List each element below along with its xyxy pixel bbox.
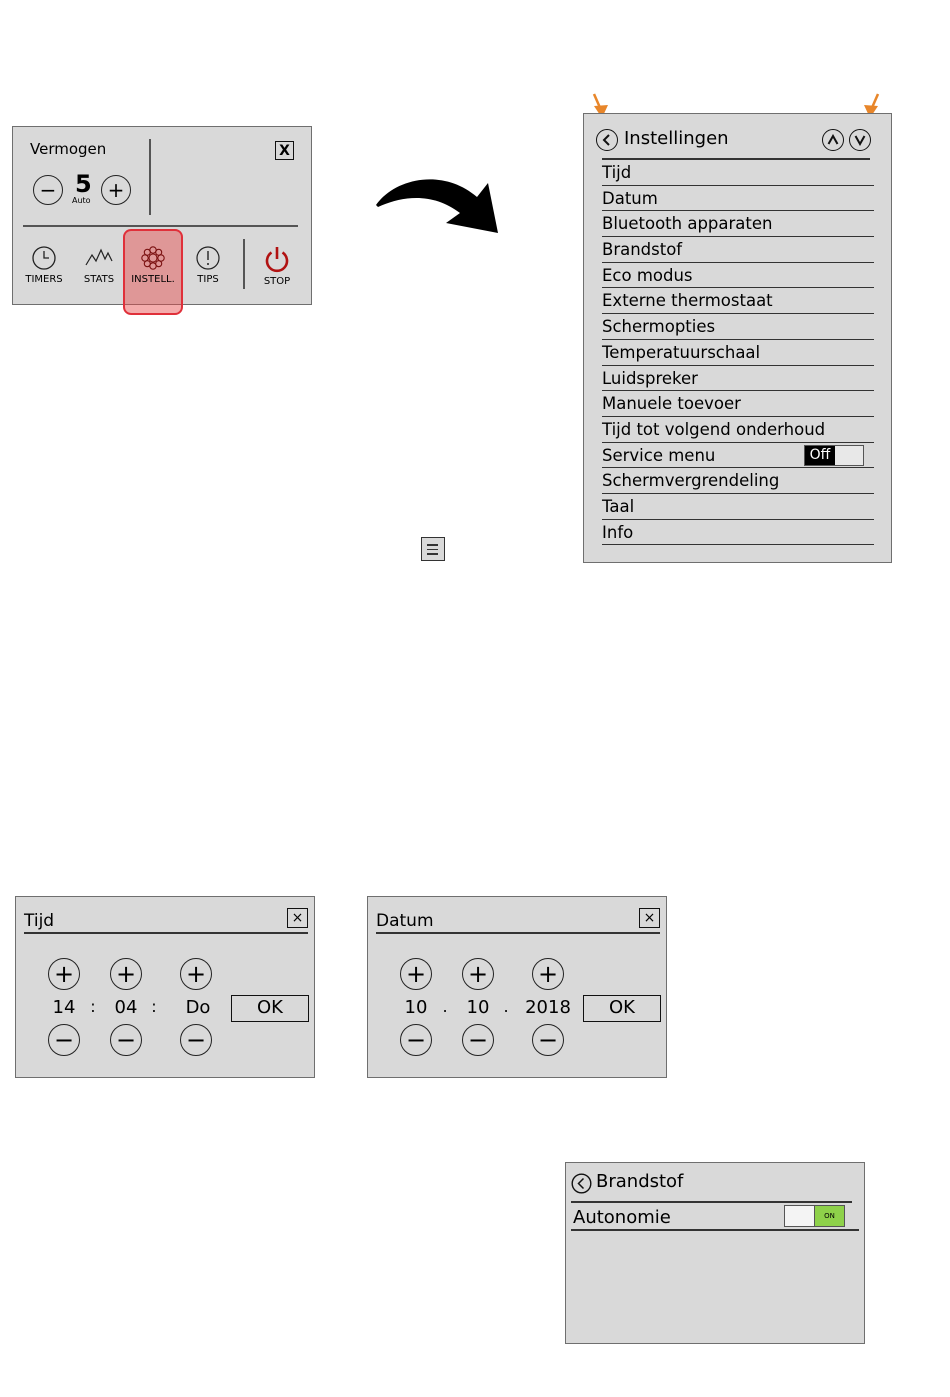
close-button[interactable]: × [639, 908, 660, 928]
menu-item-datum[interactable]: Datum [602, 186, 874, 212]
separator: : [151, 997, 157, 1016]
hour-minus-button[interactable]: − [48, 1024, 80, 1056]
info-icon [195, 245, 221, 271]
minute-value: 04 [114, 997, 138, 1018]
vermogen-panel [12, 126, 312, 305]
settings-list [602, 160, 874, 545]
day-minus-button[interactable]: − [180, 1024, 212, 1056]
menu-item-schermvergrendeling[interactable]: Schermvergrendeling [602, 468, 874, 494]
menu-item-label: Service menu [602, 445, 716, 465]
curved-arrow-icon [372, 165, 502, 240]
divider [571, 1201, 852, 1203]
settings-gear-icon [140, 245, 166, 271]
vermogen-title: Vermogen [30, 140, 107, 158]
menu-item-bluetooth[interactable]: Bluetooth apparaten [602, 211, 874, 237]
close-button[interactable]: × [287, 908, 308, 928]
hour-plus-button[interactable]: + [48, 958, 80, 990]
nav-tips[interactable] [183, 245, 233, 285]
divider [243, 239, 245, 289]
increase-power-button[interactable]: + [101, 175, 131, 205]
month-value: 10 [466, 997, 490, 1018]
chevron-left-icon [601, 134, 613, 146]
power-level: 5 [75, 170, 92, 198]
service-menu-toggle[interactable] [804, 445, 864, 466]
day-minus-button[interactable]: − [400, 1024, 432, 1056]
nav-timers[interactable] [19, 245, 69, 285]
nav-stop-label: STOP [263, 276, 291, 287]
scroll-down-button[interactable] [849, 129, 871, 151]
month-minus-button[interactable]: − [462, 1024, 494, 1056]
separator: . [503, 997, 509, 1016]
menu-item-onderhoud[interactable]: Tijd tot volgend onderhoud [602, 417, 874, 443]
menu-item-brandstof[interactable]: Brandstof [602, 237, 874, 263]
separator: . [442, 997, 448, 1016]
autonomie-toggle[interactable] [784, 1205, 845, 1227]
day-value: 10 [404, 997, 428, 1018]
separator: : [90, 997, 96, 1016]
toggle-state: Off [805, 446, 835, 465]
clock-icon [31, 245, 57, 271]
panel-title: Datum [376, 911, 434, 931]
ok-button[interactable]: OK [231, 995, 309, 1022]
hour-value: 14 [52, 997, 76, 1018]
menu-icon[interactable] [421, 537, 445, 561]
decrease-power-button[interactable]: − [33, 175, 63, 205]
back-button[interactable] [596, 129, 618, 151]
page-title: Instellingen [624, 128, 729, 149]
panel-title: Tijd [24, 911, 55, 931]
menu-item-info[interactable]: Info [602, 520, 874, 546]
stats-icon [84, 245, 114, 271]
menu-item-manuele-toevoer[interactable]: Manuele toevoer [602, 391, 874, 417]
divider [23, 225, 298, 227]
panel-title: Brandstof [596, 1171, 684, 1192]
menu-item-eco-modus[interactable]: Eco modus [602, 263, 874, 289]
scroll-up-button[interactable] [822, 129, 844, 151]
menu-item-taal[interactable]: Taal [602, 494, 874, 520]
toggle-state: ON [814, 1206, 844, 1226]
day-value: Do [185, 997, 211, 1018]
day-plus-button[interactable]: + [400, 958, 432, 990]
menu-item-service-menu[interactable] [602, 443, 874, 469]
year-plus-button[interactable]: + [532, 958, 564, 990]
nav-instell-label: INSTELL. [131, 274, 175, 285]
chevron-up-icon [827, 134, 839, 146]
brandstof-panel [565, 1162, 865, 1344]
menu-item-luidspreker[interactable]: Luidspreker [602, 366, 874, 392]
menu-item-tijd[interactable]: Tijd [602, 160, 874, 186]
month-plus-button[interactable]: + [462, 958, 494, 990]
instellingen-panel [583, 113, 892, 563]
day-plus-button[interactable]: + [180, 958, 212, 990]
autonomie-label: Autonomie [573, 1207, 671, 1228]
minute-plus-button[interactable]: + [110, 958, 142, 990]
divider [376, 932, 660, 934]
nav-stop[interactable] [252, 245, 302, 287]
nav-stats[interactable] [74, 245, 124, 285]
year-value: 2018 [525, 997, 571, 1018]
power-mode-label: Auto [72, 196, 91, 205]
divider [149, 139, 151, 215]
power-icon [263, 245, 291, 273]
datum-panel [367, 896, 667, 1078]
nav-timers-label: TIMERS [25, 274, 63, 285]
menu-item-schermopties[interactable]: Schermopties [602, 314, 874, 340]
nav-instell[interactable] [128, 245, 178, 285]
year-minus-button[interactable]: − [532, 1024, 564, 1056]
menu-item-externe-thermostaat[interactable]: Externe thermostaat [602, 288, 874, 314]
divider [571, 1229, 859, 1231]
nav-stats-label: STATS [83, 274, 115, 285]
ok-button[interactable]: OK [583, 995, 661, 1022]
back-button[interactable] [571, 1173, 592, 1194]
divider [24, 932, 308, 934]
tijd-panel [15, 896, 315, 1078]
nav-tips-label: TIPS [197, 274, 219, 285]
minute-minus-button[interactable]: − [110, 1024, 142, 1056]
close-button[interactable]: X [275, 141, 294, 160]
menu-item-temperatuurschaal[interactable]: Temperatuurschaal [602, 340, 874, 366]
chevron-down-icon [854, 134, 866, 146]
